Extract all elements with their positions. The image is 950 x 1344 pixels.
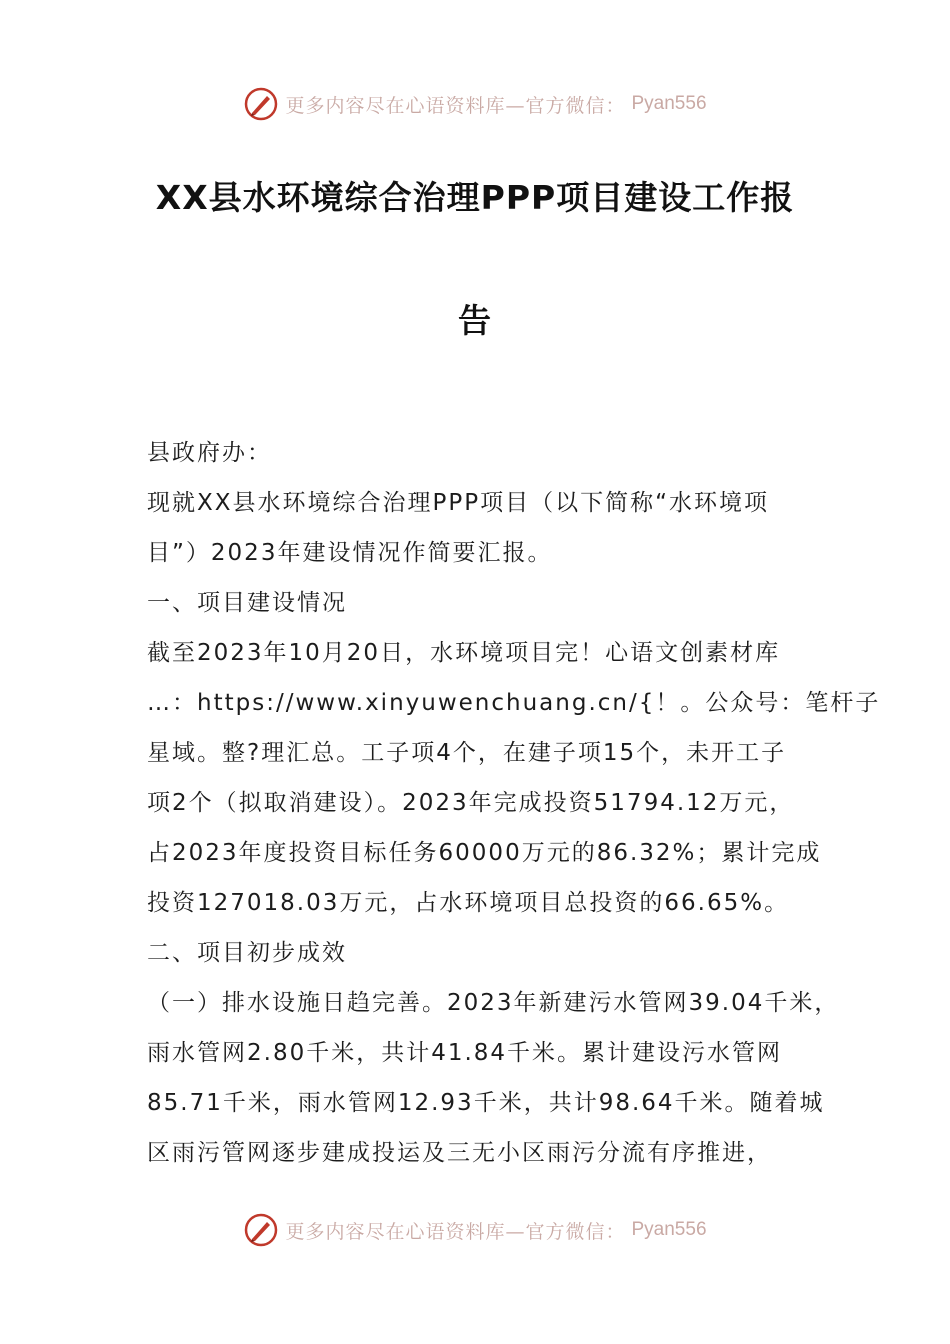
body-line: …：https://www.xinyuwenchuang.cn/{！。公众号：笔杆子 <box>147 690 881 716</box>
body-line: 目”）2023年建设情况作简要汇报。 <box>147 540 553 566</box>
body-line: 截至2023年10月20日，水环境项目完！心语文创素材库 <box>147 640 781 666</box>
body-line: 85.71千米，雨水管网12.93千米，共计98.64千米。随着城 <box>147 1090 825 1116</box>
section-heading: 一、项目建设情况 <box>147 590 347 616</box>
header-watermark <box>0 84 950 124</box>
body-line: 投资127018.03万元，占水环境项目总投资的66.65%。 <box>147 890 790 916</box>
body-line: 县政府办： <box>147 440 272 466</box>
document-body <box>147 428 881 1178</box>
body-line: 雨水管网2.80千米，共计41.84千米。累计建设污水管网 <box>147 1040 783 1066</box>
watermark-text: 更多内容尽在心语资料库—官方微信： <box>285 94 626 117</box>
body-line: 项2个（拟取消建设）。2023年完成投资51794.12万元， <box>147 790 795 816</box>
section-heading: 二、项目初步成效 <box>147 940 347 966</box>
body-line: （一）排水设施日趋完善。2023年新建污水管网39.04千米， <box>147 990 840 1016</box>
document-title-line-2: 告 <box>458 301 492 340</box>
watermark-wechat-id: Pyan556 <box>631 1219 707 1240</box>
watermark-text: 更多内容尽在心语资料库—官方微信： <box>285 1220 626 1243</box>
pen-logo-icon <box>243 1212 279 1248</box>
body-line: 星域。整?理汇总。工子项4个，在建子项15个，未开工子 <box>147 740 787 766</box>
pen-logo-icon <box>243 86 279 122</box>
body-line: 占2023年度投资目标任务60000万元的86.32%；累计完成 <box>147 840 822 866</box>
document-title-line-1: XX县水环境综合治理PPP项目建设工作报 <box>155 178 795 217</box>
footer-watermark <box>0 1210 950 1250</box>
body-line: 区雨污管网逐步建成投运及三无小区雨污分流有序推进， <box>147 1140 772 1166</box>
body-line: 现就XX县水环境综合治理PPP项目（以下简称“水环境项 <box>147 490 770 516</box>
watermark-wechat-id: Pyan556 <box>631 93 707 114</box>
